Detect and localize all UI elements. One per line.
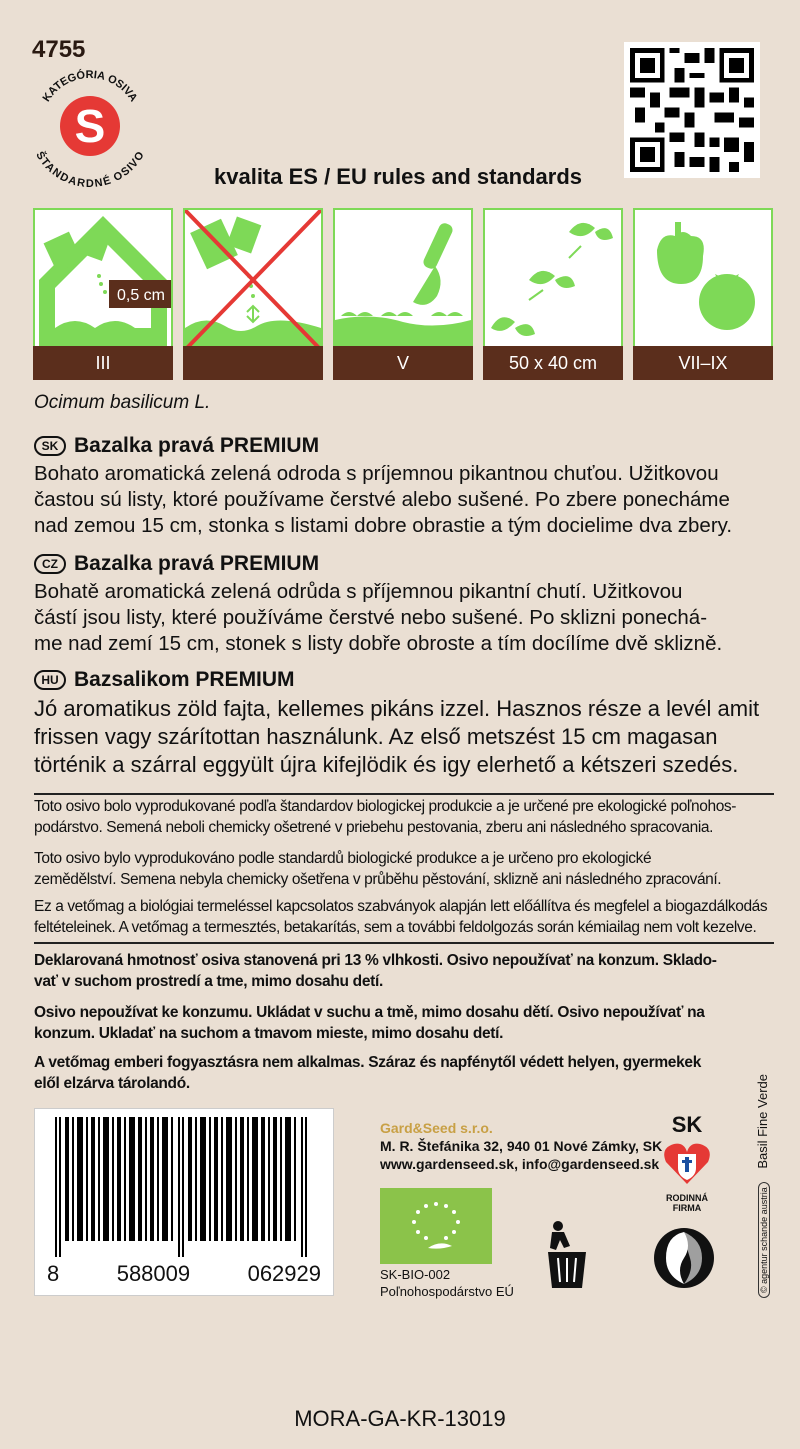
company-address: M. R. Štefánika 32, 940 01 Nové Zámky, SK [380, 1138, 663, 1154]
family-firm-label: RODINNÁ FIRMA [666, 1193, 708, 1213]
qr-code[interactable] [624, 42, 760, 178]
sowing-depth: 0,5 cm [116, 287, 166, 304]
no-direct-sowing-icon [185, 210, 321, 346]
planting-out-month: V [333, 346, 473, 380]
lang-code-sk: SK [34, 436, 66, 456]
note-line: feltételeinek. A vetőmag a termesztés, betakarítás, sem a további feldolgozás során kémiailag nem volt kezelve. [34, 919, 757, 936]
variety-title-cz: Bazalka pravá PREMIUM [74, 552, 320, 575]
declaration-line: elől elzárva tárolandó. [34, 1075, 190, 1092]
species-latin-name: Ocimum basilicum L. [34, 392, 211, 413]
declaration-cz-sk [34, 1002, 774, 1044]
variety-title-hu: Bazsalikom PREMIUM [74, 668, 295, 691]
note-line: Ez a vetőmag a biológiai termeléssel kapcsolatos szabványok alapján lett előállítva és megfelel a biogazdálkodás [34, 898, 768, 915]
description-line: častou sú listy, ktoré používame čerstvé alebo sušené. Po zbere ponecháme [34, 488, 730, 511]
note-line: Toto osivo bylo vyprodukováno podle standardů biologické produkce a je určeno pro ekologické [34, 850, 652, 867]
note-line: zemědělství. Semena nebyla chemicky ošetřena v průběhu pěstování, sklizně ani následného zpracování. [34, 871, 722, 888]
category-letter: S [74, 100, 106, 152]
country-code: SK [671, 1112, 703, 1137]
green-dot-icon [652, 1226, 716, 1290]
sk-family-badge [656, 1112, 718, 1213]
description-line: Bohatě aromatická zelená odrůda s příjemnou pikantní chutí. Užitkovou [34, 580, 683, 603]
organic-note-sk [34, 796, 774, 838]
design-credit: © agentur schande austria [758, 1182, 770, 1298]
category-ring-bottom: ŠTANDARDNÉ OSIVO [33, 149, 147, 188]
declaration-sk [34, 950, 774, 992]
barcode-bars [35, 1117, 331, 1257]
divider [34, 942, 774, 944]
harvest-tile [633, 208, 773, 380]
description-hu [34, 668, 774, 779]
vegetables-icon [635, 210, 771, 346]
tidyman-recycle-icon [544, 1218, 590, 1290]
variety-title-sk: Bazalka pravá PREMIUM [74, 434, 320, 457]
description-line: történik a szárral eggyült újra kifejlödik és igy elerhető a kétszeri szedés. [34, 752, 739, 777]
sowing-indoor-month: III [33, 346, 173, 380]
sowing-indoor-tile [33, 208, 173, 380]
category-ring-top: KATEGÓRIA OSIVA [40, 68, 140, 105]
company-info [380, 1119, 662, 1173]
side-text [755, 1074, 770, 1298]
slovak-heart-icon [662, 1138, 712, 1188]
planting-out-tile [333, 208, 473, 380]
description-line: částí jsou listy, které používáme čerstvé nebo sušené. Po sklizni ponechá- [34, 606, 708, 629]
seed-category-badge [28, 64, 152, 188]
description-line: nad zemou 15 cm, stonka s listami dobre obrastie a tým docielime dva zbery. [34, 514, 733, 537]
spacing-tile [483, 208, 623, 380]
barcode-digit: 8 [47, 1261, 60, 1286]
lang-code-hu: HU [34, 670, 66, 690]
cultivation-icons [33, 208, 773, 380]
description-line: Bohato aromatická zelená odroda s príjemnou pikantnou chuťou. Užitkovou [34, 462, 719, 485]
packet-code: MORA-GA-KR-13019 [294, 1406, 506, 1431]
variety-english: Basil Fine Verde [755, 1074, 770, 1169]
trowel-icon [335, 210, 471, 346]
description-sk [34, 434, 774, 539]
organic-note-hu [34, 896, 774, 938]
plant-spacing-icon [485, 210, 621, 346]
company-name: Gard&Seed s.r.o. [380, 1120, 493, 1136]
barcode-digit: 588009 [116, 1261, 191, 1286]
company-web[interactable]: www.gardenseed.sk, info@gardenseed.sk [380, 1156, 660, 1172]
description-line: Jó aromatikus zöld fajta, kellemes pikáns izzel. Hasznos része a levél amit [34, 696, 760, 721]
barcode-number [35, 1261, 333, 1287]
description-line: frissen vagy szárítottan használunk. Az első metszést 15 cm magasan [34, 724, 718, 749]
lang-code-cz: CZ [34, 554, 66, 574]
declaration-line: Deklarovaná hmotnosť osiva stanovená pri 13 % vlhkosti. Osivo nepoužívať na konzum. Sklado- [34, 952, 717, 969]
declaration-line: A vetőmag emberi fogyasztásra nem alkalmas. Száraz és napfénytől védett helyen, gyermekek [34, 1054, 702, 1071]
bio-certification [380, 1266, 514, 1300]
quality-standard: kvalita ES / EU rules and standards [214, 164, 583, 189]
note-line: podárstvo. Semená neboli chemicky ošetrené v priebehu pestovania, zberu ani následného spracovania. [34, 819, 714, 836]
bio-code: SK-BIO-002 [380, 1267, 451, 1282]
description-cz [34, 552, 774, 657]
note-line: Toto osivo bolo vyprodukované podľa štandardov biologickej produkcie a je určené pre ekologické poľnohos- [34, 798, 737, 815]
description-line: me nad zemí 15 cm, stonek s listy dobře obroste a tím docílíme dvě sklizně. [34, 632, 723, 655]
barcode-digit: 062929 [247, 1261, 321, 1286]
declaration-line: konzum. Ukladať na suchom a tmavom mieste, mimo dosahu detí. [34, 1025, 504, 1042]
product-code: 4755 [32, 36, 86, 63]
barcode [34, 1108, 334, 1296]
harvest-months: VII–IX [633, 346, 773, 380]
eu-organic-logo-icon [380, 1188, 492, 1264]
organic-note-cz [34, 848, 774, 890]
divider [34, 793, 774, 795]
greenhouse-icon [35, 210, 171, 346]
declaration-hu [34, 1052, 774, 1094]
no-direct-sowing-tile [183, 208, 323, 380]
declaration-line: vať v suchom prostredí a tme, mimo dosahu detí. [34, 973, 384, 990]
declaration-line: Osivo nepoužívat ke konzumu. Ukládat v suchu a tmě, mimo dosahu dětí. Osivo nepoužívať na [34, 1004, 705, 1021]
spacing-label: 50 x 40 cm [483, 346, 623, 380]
bio-text: Poľnohospodárstvo EÚ [380, 1284, 514, 1299]
no-direct-sowing-month [183, 346, 323, 380]
